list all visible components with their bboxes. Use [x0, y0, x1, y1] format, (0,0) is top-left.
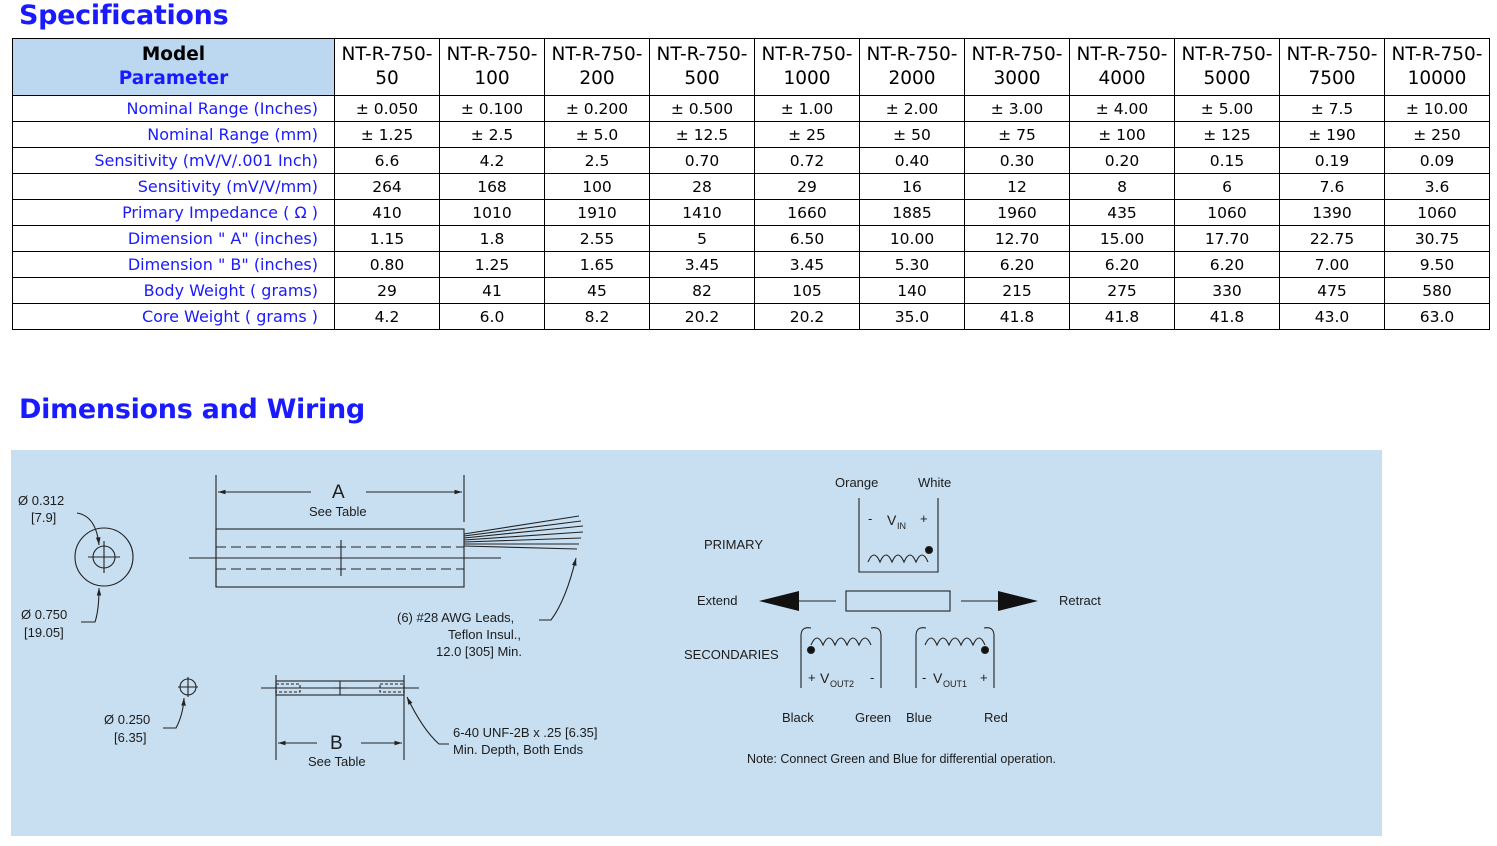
table-cell: 29 — [335, 278, 440, 304]
od-label-mm: [7.9] — [31, 510, 57, 525]
od2-label-mm: [19.05] — [24, 625, 64, 640]
leads-line3: 12.0 [305] Min. — [436, 644, 522, 659]
table-cell: 0.15 — [1175, 148, 1280, 174]
table-cell: 1390 — [1280, 200, 1385, 226]
model-name-prefix: NT-R-750- — [860, 39, 965, 68]
table-cell: ± 3.00 — [965, 96, 1070, 122]
model-name-prefix: NT-R-750- — [755, 39, 860, 68]
table-cell: 4.2 — [335, 304, 440, 330]
thread-line1: 6-40 UNF-2B x .25 [6.35] — [453, 725, 598, 740]
table-cell: 3.45 — [650, 252, 755, 278]
table-cell: 1960 — [965, 200, 1070, 226]
parameter-label: Sensitivity (mV/V/mm) — [13, 174, 335, 200]
table-cell: 275 — [1070, 278, 1175, 304]
model-name-suffix: 5000 — [1175, 67, 1280, 96]
table-cell: 15.00 — [1070, 226, 1175, 252]
table-cell: ± 25 — [755, 122, 860, 148]
thread-line2: Min. Depth, Both Ends — [453, 742, 584, 757]
table-cell: 168 — [440, 174, 545, 200]
table-cell: ± 75 — [965, 122, 1070, 148]
table-cell: 43.0 — [1280, 304, 1385, 330]
core-side-view — [261, 675, 449, 760]
table-cell: 63.0 — [1385, 304, 1490, 330]
table-cell: 1010 — [440, 200, 545, 226]
vout2-minus: - — [870, 670, 875, 685]
table-cell: 435 — [1070, 200, 1175, 226]
core-end-view — [163, 677, 198, 728]
table-cell: 28 — [650, 174, 755, 200]
table-cell: 17.70 — [1175, 226, 1280, 252]
parameter-label: Nominal Range (Inches) — [13, 96, 335, 122]
table-cell: 0.72 — [755, 148, 860, 174]
table-cell: 0.30 — [965, 148, 1070, 174]
parameter-label: Nominal Range (mm) — [13, 122, 335, 148]
table-cell: 1885 — [860, 200, 965, 226]
table-cell: 6.0 — [440, 304, 545, 330]
table-cell: 8.2 — [545, 304, 650, 330]
core-label: Ø 0.250 — [104, 712, 151, 727]
table-cell: 41.8 — [1070, 304, 1175, 330]
table-row — [13, 96, 1490, 122]
table-cell: ± 100 — [1070, 122, 1175, 148]
table-row — [13, 122, 1490, 148]
model-name-prefix: NT-R-750- — [545, 39, 650, 68]
model-name-suffix: 3000 — [965, 67, 1070, 96]
table-cell: 0.70 — [650, 148, 755, 174]
table-cell: 0.09 — [1385, 148, 1490, 174]
table-cell: 6.6 — [335, 148, 440, 174]
vout1-label: V — [933, 670, 943, 686]
table-cell: 264 — [335, 174, 440, 200]
model-name-prefix: NT-R-750- — [1385, 39, 1490, 68]
table-cell: 6 — [1175, 174, 1280, 200]
header-row-parameter — [13, 67, 1490, 96]
table-cell: ± 0.050 — [335, 96, 440, 122]
table-cell: ± 4.00 — [1070, 96, 1175, 122]
parameter-label: Dimension " B" (inches) — [13, 252, 335, 278]
table-cell: ± 0.200 — [545, 96, 650, 122]
table-cell: 41 — [440, 278, 545, 304]
table-cell: 1060 — [1175, 200, 1280, 226]
table-cell: ± 250 — [1385, 122, 1490, 148]
dim-a-label: A — [332, 482, 345, 503]
vout2-label: V — [820, 670, 830, 686]
table-cell: 330 — [1175, 278, 1280, 304]
table-cell: 29 — [755, 174, 860, 200]
table-cell: ± 10.00 — [1385, 96, 1490, 122]
model-name-suffix: 4000 — [1070, 67, 1175, 96]
black-wire-label: Black — [782, 710, 814, 725]
model-name-suffix: 100 — [440, 67, 545, 96]
extend-label: Extend — [697, 593, 738, 608]
model-name-suffix: 10000 — [1385, 67, 1490, 96]
parameter-label: Dimension " A" (inches) — [13, 226, 335, 252]
see-table-b: See Table — [308, 754, 366, 769]
table-cell: 2.55 — [545, 226, 650, 252]
vin-minus: - — [868, 511, 873, 526]
retract-arrow-icon — [998, 591, 1038, 611]
white-wire-label: White — [918, 475, 952, 490]
table-cell: 410 — [335, 200, 440, 226]
table-cell: 475 — [1280, 278, 1385, 304]
table-cell: ± 12.5 — [650, 122, 755, 148]
table-cell: 5 — [650, 226, 755, 252]
table-cell: 105 — [755, 278, 860, 304]
model-name-suffix: 50 — [335, 67, 440, 96]
table-cell: 7.6 — [1280, 174, 1385, 200]
table-cell: 22.75 — [1280, 226, 1385, 252]
table-cell: 3.6 — [1385, 174, 1490, 200]
vin-subscript: IN — [897, 521, 906, 531]
dim-b-label: B — [330, 733, 343, 754]
vout1-subscript: OUT1 — [943, 679, 968, 689]
table-cell: 9.50 — [1385, 252, 1490, 278]
vout1-plus: + — [980, 670, 988, 685]
model-name-suffix: 1000 — [755, 67, 860, 96]
table-cell: 6.20 — [1070, 252, 1175, 278]
table-cell: ± 2.5 — [440, 122, 545, 148]
parameter-label: Core Weight ( grams ) — [13, 304, 335, 330]
table-cell: 1410 — [650, 200, 755, 226]
table-cell: 1910 — [545, 200, 650, 226]
wiring-note: Note: Connect Green and Blue for differential operation. — [747, 752, 1056, 766]
header-row-model — [13, 39, 1490, 68]
table-cell: ± 50 — [860, 122, 965, 148]
table-cell: 100 — [545, 174, 650, 200]
model-name-prefix: NT-R-750- — [1175, 39, 1280, 68]
dimensions-wiring-heading: Dimensions and Wiring — [19, 394, 365, 425]
leads-line2: Teflon Insul., — [448, 627, 521, 642]
model-name-prefix: NT-R-750- — [335, 39, 440, 68]
table-cell: 1.15 — [335, 226, 440, 252]
table-cell: ± 0.500 — [650, 96, 755, 122]
see-table-a: See Table — [309, 504, 367, 519]
primary-label: PRIMARY — [704, 537, 763, 552]
table-row — [13, 200, 1490, 226]
green-wire-label: Green — [855, 710, 892, 725]
table-cell: 3.45 — [755, 252, 860, 278]
table-cell: 7.00 — [1280, 252, 1385, 278]
body-end-view — [75, 513, 133, 622]
retract-label: Retract — [1059, 593, 1101, 608]
table-cell: 20.2 — [650, 304, 755, 330]
table-cell: 12.70 — [965, 226, 1070, 252]
table-cell: ± 2.00 — [860, 96, 965, 122]
table-cell: 1.65 — [545, 252, 650, 278]
model-name-suffix: 200 — [545, 67, 650, 96]
parameter-label: Sensitivity (mV/V/.001 Inch) — [13, 148, 335, 174]
od2-label: Ø 0.750 — [21, 607, 68, 622]
secondaries-label: SECONDARIES — [684, 647, 779, 662]
dimensions-drawing — [11, 450, 1382, 836]
parameter-label: Primary Impedance ( Ω ) — [13, 200, 335, 226]
table-cell: 1060 — [1385, 200, 1490, 226]
table-cell: 0.20 — [1070, 148, 1175, 174]
specifications-heading: Specifications — [19, 0, 229, 31]
specifications-table — [12, 38, 1490, 330]
table-cell: ± 190 — [1280, 122, 1385, 148]
table-row — [13, 252, 1490, 278]
table-row — [13, 304, 1490, 330]
table-cell: ± 0.100 — [440, 96, 545, 122]
table-row — [13, 226, 1490, 252]
table-cell: 35.0 — [860, 304, 965, 330]
table-cell: 5.30 — [860, 252, 965, 278]
model-name-suffix: 2000 — [860, 67, 965, 96]
table-cell: 41.8 — [965, 304, 1070, 330]
table-cell: 8 — [1070, 174, 1175, 200]
table-cell: 82 — [650, 278, 755, 304]
table-row — [13, 148, 1490, 174]
table-cell: 45 — [545, 278, 650, 304]
table-cell: 580 — [1385, 278, 1490, 304]
od-label: Ø 0.312 — [18, 493, 65, 508]
model-name-prefix: NT-R-750- — [965, 39, 1070, 68]
model-name-prefix: NT-R-750- — [1070, 39, 1175, 68]
table-cell: 0.80 — [335, 252, 440, 278]
vin-plus: + — [920, 511, 928, 526]
table-cell: 30.75 — [1385, 226, 1490, 252]
model-name-prefix: NT-R-750- — [650, 39, 755, 68]
table-cell: ± 7.5 — [1280, 96, 1385, 122]
vout1-minus: - — [922, 670, 927, 685]
table-cell: 41.8 — [1175, 304, 1280, 330]
parameter-header: Parameter — [13, 67, 335, 96]
table-cell: ± 1.25 — [335, 122, 440, 148]
parameter-label: Body Weight ( grams) — [13, 278, 335, 304]
table-cell: ± 125 — [1175, 122, 1280, 148]
red-wire-label: Red — [984, 710, 1008, 725]
core-label-mm: [6.35] — [114, 730, 147, 745]
table-cell: ± 1.00 — [755, 96, 860, 122]
blue-wire-label: Blue — [906, 710, 933, 725]
model-name-suffix: 7500 — [1280, 67, 1385, 96]
table-cell: 0.19 — [1280, 148, 1385, 174]
leads-line1: (6) #28 AWG Leads, — [397, 610, 515, 625]
table-cell: 140 — [860, 278, 965, 304]
table-cell: ± 5.00 — [1175, 96, 1280, 122]
table-cell: 2.5 — [545, 148, 650, 174]
model-header: Model — [13, 39, 335, 68]
table-cell: 0.40 — [860, 148, 965, 174]
orange-wire-label: Orange — [835, 475, 879, 490]
extend-arrow-icon — [759, 591, 799, 611]
model-name-prefix: NT-R-750- — [440, 39, 545, 68]
vin-label: V — [887, 512, 897, 528]
dimensions-wiring-panel — [11, 450, 1382, 836]
body-side-view — [189, 475, 583, 620]
model-name-suffix: 500 — [650, 67, 755, 96]
table-cell: 10.00 — [860, 226, 965, 252]
table-cell: 215 — [965, 278, 1070, 304]
table-cell: 1.8 — [440, 226, 545, 252]
table-cell: 6.20 — [965, 252, 1070, 278]
table-cell: 12 — [965, 174, 1070, 200]
table-cell: 20.2 — [755, 304, 860, 330]
table-cell: 6.50 — [755, 226, 860, 252]
table-cell: 6.20 — [1175, 252, 1280, 278]
vout2-plus: + — [808, 670, 816, 685]
model-name-prefix: NT-R-750- — [1280, 39, 1385, 68]
table-cell: 4.2 — [440, 148, 545, 174]
table-cell: 1660 — [755, 200, 860, 226]
table-row — [13, 174, 1490, 200]
table-cell: 16 — [860, 174, 965, 200]
vout2-subscript: OUT2 — [830, 679, 855, 689]
table-cell: ± 5.0 — [545, 122, 650, 148]
table-row — [13, 278, 1490, 304]
table-cell: 1.25 — [440, 252, 545, 278]
